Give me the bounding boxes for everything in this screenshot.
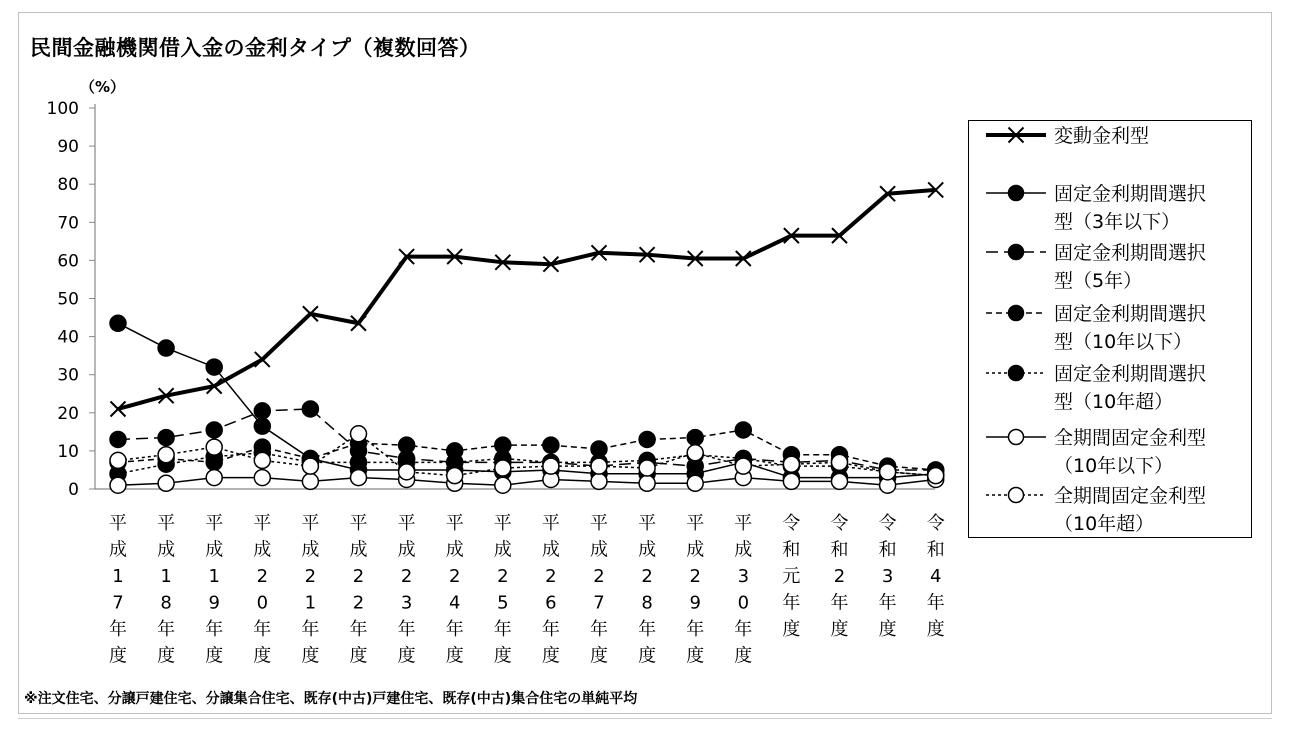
data-point: [302, 458, 318, 474]
data-point: [110, 431, 126, 447]
data-point: [110, 477, 126, 493]
x-tick-label: 度: [590, 645, 608, 667]
legend-marker: [1009, 366, 1024, 381]
x-tick-label: 元: [782, 566, 801, 587]
x-tick-label: 成: [397, 539, 416, 561]
y-axis-label: （%）: [80, 78, 126, 96]
data-point: [495, 460, 511, 476]
y-tick-label: 30: [57, 365, 79, 386]
data-point: [639, 475, 655, 491]
x-tick-label: 0: [737, 592, 750, 614]
data-point: [206, 422, 222, 438]
x-tick-label: 2: [689, 566, 701, 587]
y-tick-label: 50: [57, 289, 79, 310]
x-tick-label: 令: [830, 513, 849, 534]
x-tick-label: 年: [109, 619, 127, 640]
data-point: [447, 468, 463, 484]
x-tick-label: 度: [878, 619, 897, 640]
x-tick-label: 4: [448, 592, 461, 614]
data-point: [254, 403, 270, 419]
x-tick-label: 年: [253, 619, 272, 640]
x-tick-label: 0: [256, 592, 269, 614]
x-tick-label: 2: [833, 566, 846, 587]
legend-marker: [1009, 306, 1024, 321]
data-point: [639, 460, 655, 476]
x-tick-label: 3: [737, 566, 750, 587]
x-tick-label: 2: [545, 566, 557, 587]
x-tick-label: 度: [109, 645, 127, 667]
x-tick-label: 度: [782, 619, 801, 640]
x-tick-label: 4: [929, 566, 942, 587]
x-tick-label: 1: [112, 566, 124, 587]
data-point: [591, 473, 607, 489]
series-line: [118, 409, 936, 470]
x-tick-label: 9: [208, 592, 220, 614]
x-tick-label: 平: [590, 513, 608, 534]
x-tick-label: 令: [782, 513, 801, 534]
legend-label: 型（10年以下）: [1054, 331, 1193, 353]
data-point: [158, 430, 174, 446]
x-tick-label: 令: [878, 513, 897, 534]
x-tick-label: 平: [686, 513, 705, 534]
data-point: [158, 340, 174, 356]
x-tick-label: 年: [205, 619, 224, 640]
data-point: [687, 445, 703, 461]
x-tick-label: 成: [590, 539, 608, 561]
x-tick-label: 度: [301, 645, 320, 667]
x-tick-label: 成: [493, 539, 512, 561]
x-tick-label: 度: [253, 645, 272, 667]
data-point: [158, 475, 174, 491]
legend-label: 型（10年超）: [1054, 391, 1174, 413]
x-tick-label: 平: [157, 513, 176, 534]
data-point: [351, 454, 367, 470]
data-point: [543, 458, 559, 474]
legend-label: 固定金利期間選択: [1054, 242, 1207, 264]
x-tick-label: 5: [497, 592, 509, 614]
x-tick-label: 平: [445, 513, 464, 534]
data-point: [302, 473, 318, 489]
data-point: [110, 452, 126, 468]
x-tick-label: 令: [926, 513, 945, 534]
y-tick-label: 10: [57, 441, 79, 462]
x-tick-label: 1: [208, 566, 220, 587]
x-tick-label: 平: [734, 513, 753, 534]
data-point: [110, 315, 126, 331]
x-tick-label: 7: [593, 592, 605, 614]
x-tick-label: 平: [638, 513, 657, 534]
x-tick-label: 年: [734, 619, 753, 640]
x-tick-label: 平: [301, 513, 320, 534]
x-tick-label: 年: [301, 619, 320, 640]
x-tick-label: 成: [301, 539, 320, 561]
y-tick-label: 70: [57, 213, 79, 234]
x-tick-label: 年: [397, 619, 416, 640]
x-tick-label: 2: [256, 566, 269, 587]
x-tick-label: 3: [400, 592, 413, 614]
x-tick-label: 年: [830, 592, 849, 614]
x-tick-label: 7: [112, 592, 124, 614]
x-tick-label: 平: [349, 513, 368, 534]
series-line: [118, 453, 936, 476]
x-tick-label: 2: [497, 566, 509, 587]
data-point: [302, 401, 318, 417]
x-tick-label: 1: [304, 592, 317, 614]
data-point: [735, 422, 751, 438]
legend-label: （10年超）: [1054, 513, 1155, 535]
x-tick-label: 平: [397, 513, 416, 534]
x-tick-label: 8: [160, 592, 172, 614]
x-tick-label: 度: [638, 645, 657, 667]
x-tick-label: 2: [641, 566, 653, 587]
x-tick-label: 2: [352, 566, 365, 587]
data-point: [495, 477, 511, 493]
x-tick-label: 平: [253, 513, 272, 534]
legend-label: （10年以下）: [1054, 455, 1174, 477]
data-point: [928, 468, 944, 484]
data-point: [399, 464, 415, 480]
data-point: [687, 430, 703, 446]
x-tick-label: 和: [926, 539, 945, 561]
y-tick-label: 90: [57, 137, 79, 158]
series-line: [118, 190, 936, 409]
x-tick-label: 3: [881, 566, 894, 587]
legend-label: 変動金利型: [1054, 125, 1150, 147]
x-tick-label: 8: [641, 592, 653, 614]
legend-label: 型（3年以下）: [1054, 211, 1181, 233]
data-point: [158, 447, 174, 463]
x-tick-label: 成: [205, 539, 224, 561]
data-point: [254, 418, 270, 434]
x-tick-label: 成: [253, 539, 272, 561]
data-point: [639, 431, 655, 447]
x-tick-label: 年: [157, 619, 176, 640]
x-tick-label: 度: [541, 645, 560, 667]
data-point: [832, 473, 848, 489]
series-line: [118, 478, 936, 486]
x-tick-label: 成: [638, 539, 657, 561]
x-tick-label: 2: [593, 566, 605, 587]
footnote: ※注文住宅、分譲戸建住宅、分譲集合住宅、既存(中古)戸建住宅、既存(中古)集合住宅の単純平均: [24, 691, 638, 707]
x-tick-label: 2: [448, 566, 461, 587]
x-tick-label: 成: [349, 539, 368, 561]
x-tick-label: 度: [686, 645, 705, 667]
data-point: [254, 470, 270, 486]
x-tick-label: 成: [157, 539, 176, 561]
x-tick-label: 年: [686, 619, 705, 640]
y-tick-label: 60: [57, 251, 79, 272]
x-tick-label: 度: [926, 619, 945, 640]
x-tick-label: 年: [493, 619, 512, 640]
x-tick-label: 和: [830, 539, 849, 561]
x-tick-label: 度: [830, 619, 849, 640]
data-point: [206, 359, 222, 375]
y-tick-label: 80: [57, 175, 79, 196]
legend-marker: [1009, 245, 1024, 260]
x-tick-label: 2: [400, 566, 413, 587]
y-tick-label: 40: [57, 327, 79, 348]
y-tick-label: 100: [46, 99, 79, 119]
x-tick-label: 2: [352, 592, 365, 614]
x-tick-label: 年: [878, 592, 897, 614]
data-point: [783, 456, 799, 472]
x-tick-label: 平: [541, 513, 560, 534]
data-point: [783, 473, 799, 489]
data-point: [206, 439, 222, 455]
legend-label: 全期間固定金利型: [1054, 485, 1207, 507]
x-tick-label: 年: [445, 619, 464, 640]
x-tick-label: 年: [782, 592, 801, 614]
legend-label: 固定金利期間選択: [1054, 363, 1207, 385]
legend-label: 固定金利期間選択: [1054, 183, 1207, 205]
x-tick-label: 成: [541, 539, 560, 561]
x-tick-label: 度: [157, 645, 176, 667]
legend-marker: [1009, 186, 1024, 201]
x-tick-label: 度: [397, 645, 416, 667]
x-tick-label: 度: [734, 645, 753, 667]
x-tick-label: 成: [109, 539, 127, 561]
data-point: [880, 464, 896, 480]
data-point: [687, 475, 703, 491]
x-tick-label: 平: [493, 513, 512, 534]
data-point: [255, 352, 270, 367]
x-tick-label: 和: [878, 539, 897, 561]
x-tick-label: 年: [926, 592, 945, 614]
x-tick-label: 成: [734, 539, 753, 561]
legend-label: 全期間固定金利型: [1054, 427, 1207, 449]
legend-marker: [1009, 488, 1024, 503]
x-tick-label: 成: [445, 539, 464, 561]
x-tick-label: 2: [304, 566, 317, 587]
x-tick-label: 度: [349, 645, 368, 667]
x-tick-label: 平: [205, 513, 224, 534]
x-tick-label: 年: [541, 619, 560, 640]
x-tick-label: 年: [638, 619, 657, 640]
chart-title: 民間金融機関借入金の金利タイプ（複数回答）: [30, 36, 481, 60]
data-point: [735, 458, 751, 474]
data-point: [351, 470, 367, 486]
data-point: [254, 452, 270, 468]
x-tick-label: 度: [445, 645, 464, 667]
y-tick-label: 0: [68, 480, 79, 500]
x-tick-label: 6: [545, 592, 557, 614]
data-point: [832, 454, 848, 470]
x-tick-label: 年: [349, 619, 368, 640]
legend-label: 固定金利期間選択: [1054, 303, 1207, 325]
x-tick-label: 和: [782, 539, 801, 561]
data-point: [543, 437, 559, 453]
data-point: [351, 426, 367, 442]
data-point: [399, 437, 415, 453]
x-tick-label: 度: [205, 645, 224, 667]
x-tick-label: 成: [686, 539, 705, 561]
x-tick-label: 年: [590, 619, 608, 640]
data-point: [591, 458, 607, 474]
legend-marker: [1009, 430, 1024, 445]
x-tick-label: 度: [493, 645, 512, 667]
data-point: [206, 470, 222, 486]
x-tick-label: 9: [689, 592, 701, 614]
x-tick-label: 1: [160, 566, 172, 587]
y-tick-label: 20: [57, 403, 79, 424]
x-tick-label: 平: [109, 513, 127, 534]
legend-label: 型（5年）: [1054, 270, 1143, 292]
